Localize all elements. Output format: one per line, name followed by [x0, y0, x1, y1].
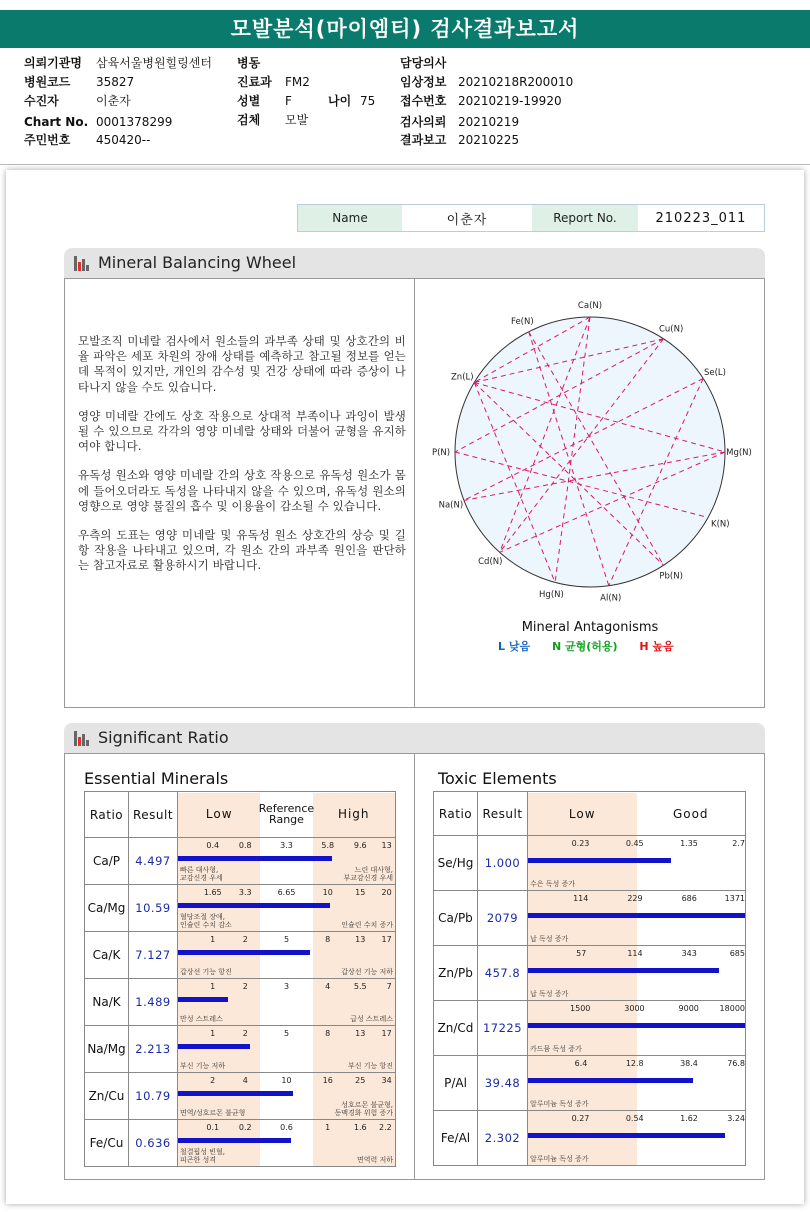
essential-row	[85, 1073, 396, 1120]
result-bar	[178, 856, 332, 861]
essential-row	[85, 1120, 396, 1167]
toxic-row	[434, 1056, 746, 1111]
tick-label: 13	[381, 841, 392, 850]
tick-label: 1500	[570, 1004, 591, 1013]
result-cell: 1.000	[478, 836, 528, 891]
range-cell	[528, 1111, 746, 1166]
toxic-note: 수은 독성 증가	[530, 880, 576, 888]
tick-label: 0.27	[571, 1114, 590, 1123]
high-note: 느린 대사형, 부교감신경 우세	[343, 866, 393, 882]
good-header: Good	[672, 806, 709, 821]
tick-label: 0.4	[206, 841, 220, 850]
tick-label: 17	[381, 935, 392, 944]
ratio-cell: Se/Hg	[434, 836, 478, 891]
toxic-note: 카드뮴 독성 증가	[530, 1045, 582, 1053]
tick-label: 1	[325, 1123, 331, 1132]
clinical-field: 임상정보 20210218R200010	[400, 75, 574, 89]
result-cell: 17225	[478, 1001, 528, 1056]
mineral-node-label: P(N)	[431, 448, 451, 458]
essential-table	[84, 791, 396, 1167]
toxic-table	[433, 791, 746, 1166]
tick-label: 1.6	[353, 1123, 367, 1132]
tick-label: 114	[573, 894, 589, 903]
ratio-cell: Zn/Pb	[434, 946, 478, 1001]
tick-label: 229	[627, 894, 643, 903]
result-cell: 2.302	[478, 1111, 528, 1166]
tick-label: 3000	[624, 1004, 645, 1013]
tick-label: 0.6	[280, 1123, 293, 1132]
tick-label: 1	[210, 982, 216, 991]
tick-label: 15	[355, 888, 366, 897]
toxic-row	[434, 946, 746, 1001]
legend-low: L 낮음	[498, 640, 531, 653]
range-cell	[528, 891, 746, 946]
tick-label: 5	[283, 1029, 290, 1038]
tick-label: 17	[381, 1029, 392, 1038]
wheel-section-heading: Mineral Balancing Wheel	[64, 248, 765, 278]
range-cell	[528, 1001, 746, 1056]
result-bar	[178, 903, 330, 908]
tick-label: 1.62	[680, 1114, 698, 1123]
result-bar	[528, 1078, 693, 1083]
result-bar	[178, 950, 310, 955]
tick-label: 18000	[719, 1004, 745, 1013]
tick-label: 4	[242, 1076, 248, 1085]
wheel-description	[78, 334, 406, 588]
mineral-node-label: Fe(N)	[511, 317, 534, 328]
mineral-node-label: Zn(L)	[450, 372, 474, 383]
low-note: 갑상선 기능 항진	[180, 968, 232, 976]
essential-row	[85, 932, 396, 979]
wheel-paragraph: 영양 미네랄 간에도 상호 작용으로 상대적 부족이나 과잉이 발생될 수 있으므로 각각의 영양 미네랄 상태와 더불어 균형을 유지하여야 합니다.	[78, 408, 406, 454]
tick-label: 1	[210, 935, 216, 944]
high-note: 면역력 저하	[356, 1156, 393, 1164]
tick-label: 1371	[724, 894, 745, 903]
tick-label: 13	[355, 1029, 366, 1038]
toxic-header-row	[434, 792, 746, 836]
result-bar	[528, 858, 671, 863]
result-bar	[528, 913, 745, 918]
low-note: 혈당조절 장애, 인슐린 수치 감소	[180, 913, 232, 929]
result-bar	[528, 1133, 725, 1138]
high-note: 인슐린 수치 증가	[341, 921, 393, 929]
tick-label: 114	[627, 949, 643, 958]
range-cell	[178, 1120, 396, 1167]
toxic-title: Toxic Elements	[438, 769, 557, 788]
sex-field: 성별 F	[237, 94, 292, 108]
tick-label: 7	[386, 982, 392, 991]
tick-label: 20	[381, 888, 392, 897]
age-field: 나이 75	[328, 94, 376, 108]
result-bar	[178, 1091, 293, 1096]
wheel-paragraph: 유독성 원소와 영양 미네랄 간의 상호 작용으로 유독성 원소가 몸에 들어오더라도 독성을 나타내지 않을 수 있으며, 유독성 원소의 영향으로 영양 물질의 흡수 및 이용율이 감소될 수 있습니다.	[78, 468, 406, 513]
tick-label: 2.2	[379, 1123, 392, 1132]
toxic-note: 알루미늄 독성 증가	[530, 1100, 589, 1108]
wheel-paragraph: 모발조직 미네랄 검사에서 원소들의 과부족 상태 및 상호간의 비율 파악은 세포 차원의 장애 상태를 예측하고 참고될 정보를 얻는데 목적이 있지만, 개인의 감수성 및 건강 상태에 따라 증상이 나타나지 않을 수도 있습니다.	[78, 334, 406, 394]
essential-header-row	[85, 792, 396, 838]
tick-label: 3.3	[280, 841, 293, 850]
tick-label: 0.23	[571, 839, 590, 848]
wheel-circle	[455, 317, 725, 587]
name-box	[297, 204, 765, 232]
mineral-node-label: Al(N)	[600, 593, 622, 604]
tick-label: 3.3	[238, 888, 252, 897]
low-header: Low	[205, 806, 233, 821]
result-cell: 457.8	[478, 946, 528, 1001]
report-date-field: 결과보고 20210225	[400, 133, 520, 147]
toxic-note: 납 독성 증가	[530, 990, 569, 998]
tick-label: 685	[729, 949, 745, 958]
patient-header	[0, 50, 810, 165]
essential-row	[85, 1026, 396, 1073]
tick-label: 10	[281, 1076, 292, 1085]
result-header: Result	[129, 792, 178, 838]
range-header	[178, 792, 396, 838]
receipt-field: 접수번호 20210219-19920	[400, 94, 562, 108]
mineral-node-label: Ca(N)	[577, 301, 603, 311]
mineral-wheel	[415, 290, 765, 660]
report-no-value: 210223_011	[638, 205, 764, 231]
mineral-node-label: K(N)	[711, 519, 730, 530]
result-cell: 1.489	[129, 979, 178, 1026]
ratio-cell: Ca/Mg	[85, 885, 129, 932]
wheel-legend	[498, 638, 674, 654]
ratio-cell: Na/Mg	[85, 1026, 129, 1073]
tick-label: 34	[381, 1076, 392, 1085]
tick-label: 0.2	[238, 1123, 252, 1132]
tick-label: 2.7	[732, 839, 745, 848]
tick-label: 8	[325, 1029, 331, 1038]
toxic-note: 알루미늄 독성 증가	[530, 1155, 589, 1163]
low-note: 만성 스트레스	[180, 1015, 223, 1023]
tick-label: 0.45	[625, 839, 644, 848]
range-header	[528, 792, 746, 836]
essential-row	[85, 885, 396, 932]
tick-label: 6.4	[574, 1059, 588, 1068]
doctor-field: 담당의사	[400, 56, 447, 70]
result-cell: 39.48	[478, 1056, 528, 1111]
low-note: 빠른 대사형, 교감신경 우세	[180, 866, 223, 882]
toxic-row	[434, 1001, 746, 1056]
tick-label: 5.5	[353, 982, 367, 991]
request-field: 검사의뢰 20210219	[400, 115, 520, 129]
result-bar	[178, 1138, 291, 1143]
tick-label: 686	[681, 894, 697, 903]
tick-label: 16	[322, 1076, 333, 1085]
tick-label: 25	[355, 1076, 366, 1085]
result-cell: 10.59	[129, 885, 178, 932]
wheel-paragraph: 우측의 도표는 영양 미네랄 및 유독성 원소 상호간의 상승 및 길항 작용을 나타내고 있으며, 각 원소 간의 과부족 원인을 판단하는 참고자료로 활용하시기 바랍니다.	[78, 528, 406, 573]
specimen-field: 검체 모발	[237, 113, 309, 127]
range-cell	[178, 838, 396, 885]
mineral-node-label: Mg(N)	[726, 448, 752, 458]
essential-title: Essential Minerals	[84, 769, 229, 788]
bar-chart-icon	[74, 731, 90, 746]
tick-label: 2	[242, 935, 248, 944]
ratio-cell: Ca/Pb	[434, 891, 478, 946]
tick-label: 13	[355, 935, 366, 944]
tick-label: 2	[210, 1076, 216, 1085]
range-cell	[528, 836, 746, 891]
tick-label: 4	[325, 982, 331, 991]
result-cell: 2.213	[129, 1026, 178, 1073]
range-cell	[178, 1026, 396, 1073]
ward-field: 병동	[237, 56, 261, 70]
high-note: 성호르몬 불균형, 동맥경화 위험 증가	[334, 1101, 393, 1117]
tick-label: 8	[325, 935, 331, 944]
legend-normal: N 균형(허용)	[551, 640, 618, 653]
reference-header: Reference Range	[258, 801, 315, 826]
range-cell	[528, 1056, 746, 1111]
ratio-cell: Ca/K	[85, 932, 129, 979]
tick-label: 3.24	[727, 1114, 745, 1123]
legend-high: H 높음	[639, 640, 674, 653]
dept-field: 진료과 FM2	[237, 75, 310, 89]
result-cell: 10.79	[129, 1073, 178, 1120]
ratio-header: Ratio	[85, 792, 129, 838]
ratio-cell: P/Al	[434, 1056, 478, 1111]
toxic-row	[434, 1111, 746, 1166]
tick-label: 2	[242, 982, 248, 991]
ratio-cell: Fe/Al	[434, 1111, 478, 1166]
ratio-header: Ratio	[434, 792, 478, 836]
range-cell	[528, 946, 746, 1001]
toxic-row	[434, 891, 746, 946]
tick-label: 1.65	[203, 888, 222, 897]
high-note: 급성 스트레스	[350, 1015, 393, 1023]
tick-label: 5	[283, 935, 290, 944]
result-bar	[178, 1044, 250, 1049]
mineral-node-label: Hg(N)	[539, 589, 564, 600]
result-cell: 7.127	[129, 932, 178, 979]
result-cell: 4.497	[129, 838, 178, 885]
result-bar	[528, 968, 719, 973]
range-cell	[178, 979, 396, 1026]
tick-label: 0.1	[206, 1123, 220, 1132]
chart-field: Chart No. 0001378299	[24, 115, 173, 129]
result-cell: 2079	[478, 891, 528, 946]
ratio-divider	[414, 753, 415, 1180]
tick-label: 9000	[678, 1004, 699, 1013]
patient-field: 수진자 이춘자	[24, 94, 131, 108]
wheel-caption: Mineral Antagonisms	[521, 620, 659, 635]
mineral-node-label: Cd(N)	[478, 557, 503, 568]
tick-label: 1.35	[680, 839, 698, 848]
name-value: 이춘자	[402, 205, 532, 231]
name-label: Name	[298, 205, 402, 231]
tick-label: 5.8	[321, 841, 335, 850]
low-note: 부신 기능 저하	[180, 1062, 226, 1070]
ratio-cell: Fe/Cu	[85, 1120, 129, 1167]
toxic-note: 납 독성 증가	[530, 935, 569, 943]
tick-label: 3	[283, 982, 290, 991]
toxic-row	[434, 836, 746, 891]
mineral-node-label: Cu(N)	[658, 324, 684, 335]
tick-label: 10	[322, 888, 333, 897]
low-header: Low	[568, 806, 596, 821]
ratio-cell: Ca/P	[85, 838, 129, 885]
ratio-cell: Zn/Cu	[85, 1073, 129, 1120]
tick-label: 12.8	[625, 1059, 644, 1068]
report-title: 모발분석(마이엠티) 검사결과보고서	[0, 10, 810, 48]
result-bar	[178, 997, 228, 1002]
ratio-cell: Na/K	[85, 979, 129, 1026]
id-field: 주민번호 450420--	[24, 133, 151, 147]
tick-label: 0.54	[625, 1114, 644, 1123]
mineral-node-label: Pb(N)	[659, 571, 683, 582]
range-cell	[178, 885, 396, 932]
result-header: Result	[478, 792, 528, 836]
mineral-node-label: Se(L)	[703, 367, 726, 378]
high-header: High	[337, 806, 370, 821]
mineral-node-label: Na(N)	[438, 500, 464, 511]
bar-chart-icon	[74, 256, 90, 271]
tick-label: 57	[576, 949, 587, 958]
high-note: 부신 기능 항진	[347, 1062, 393, 1070]
tick-label: 6.65	[277, 888, 296, 897]
report-no-label: Report No.	[532, 205, 638, 231]
essential-row	[85, 979, 396, 1026]
result-cell: 0.636	[129, 1120, 178, 1167]
low-note: 면역/성호르몬 불균형	[180, 1109, 246, 1117]
tick-label: 38.4	[680, 1059, 698, 1068]
ratio-section-heading: Significant Ratio	[64, 723, 765, 753]
tick-label: 9.6	[353, 841, 367, 850]
tick-label: 343	[681, 949, 697, 958]
range-cell	[178, 932, 396, 979]
institution-field: 의뢰기관명 삼육서울병원힐링센터	[24, 56, 212, 70]
high-note: 갑상선 기능 저하	[341, 968, 393, 976]
hospital-code-field: 병원코드 35827	[24, 75, 135, 89]
essential-row	[85, 838, 396, 885]
tick-label: 1	[210, 1029, 216, 1038]
range-cell	[178, 1073, 396, 1120]
low-note: 철결핍성 빈혈, 피곤한 성격	[180, 1148, 226, 1164]
result-bar	[528, 1023, 745, 1028]
tick-label: 76.8	[727, 1059, 745, 1068]
tick-label: 2	[242, 1029, 248, 1038]
tick-label: 0.8	[238, 841, 252, 850]
ratio-cell: Zn/Cd	[434, 1001, 478, 1056]
